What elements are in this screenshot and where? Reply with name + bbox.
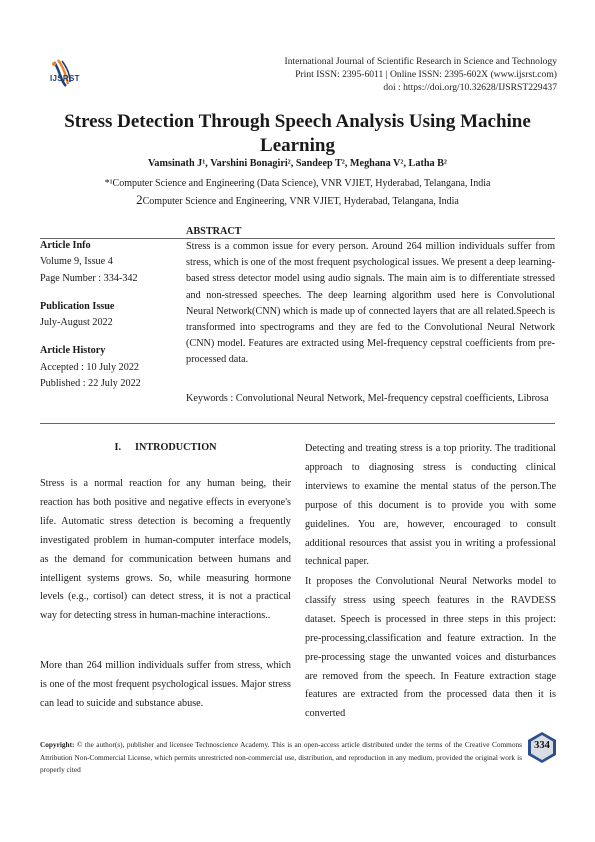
section-title: INTRODUCTION: [135, 442, 217, 453]
affiliation-2: [40, 193, 555, 208]
keywords: Keywords : Convolutional Neural Network, Mel-frequency cepstral coefficients, Librosa: [186, 393, 549, 404]
publication-issue-heading: Publication Issue: [40, 300, 115, 312]
article-info: [40, 224, 180, 392]
intro-paragraph-2: More than 264 million individuals suffer from stress, which is one of the most frequent psychological issues. Major stress can lead to suicide and substance abuse.: [40, 660, 291, 709]
journal-header: [237, 56, 557, 94]
published-date: Published : 22 July 2022: [40, 378, 141, 390]
affiliation-2-text: Computer Science and Engineering, VNR VJIET, Hyderabad, Telangana, India: [142, 196, 459, 207]
section-number: I.: [114, 442, 121, 453]
copyright-footer: [40, 739, 522, 777]
publication-issue: July-August 2022: [40, 317, 113, 329]
divider: [40, 423, 555, 424]
paper-authors: Vamsinath J¹, Varshini Bonagiri², Sandeep T², Meghana V², Latha B²: [148, 158, 447, 169]
journal-issn: Print ISSN: 2395-6011 | Online ISSN: 2395-602X (www.ijsrst.com): [295, 68, 557, 80]
page-number: 334: [534, 740, 550, 751]
article-volume: Volume 9, Issue 4: [40, 256, 113, 268]
intro-paragraph-3: Detecting and treating stress is a top priority. The traditional approach to diagnosing stress is conducting clinical interviews to examine the mental status of the person.The purpose of this document is to provide you with some guidelines. You are, however, encouraged to consult additional resources that assist you in writing a professional technical paper.: [305, 443, 556, 568]
section-heading-introduction: [40, 440, 291, 456]
accepted-date: Accepted : 10 July 2022: [40, 361, 140, 373]
abstract-text: Stress is a common issue for every person. Around 264 million individuals suffer from stress, which is one of the most frequent psychological issues. We present a deep learning-based stress detector model using audio signals. The main aim is to differentiate stressed and non-stressed speeches. The deep learning algorithm used here is Convolutional Neural Network(CNN) which is made up of connected layers that are all related.Speech is transformed into spectrograms and they are fed to the Convolutional Neural Network (CNN) model. Features are extracted using Mel-frequency cepstral coefficients from pre-processed data.: [186, 241, 555, 366]
article-page-number: Page Number : 334-342: [40, 272, 138, 284]
article-history-heading: Article History: [40, 345, 106, 357]
copyright-text: © the author(s), publisher and licensee Technoscience Academy. This is an open-access article distributed under the terms of the Creative Commons Attribution Non-Commercial License, which permits unrestricted non-commercial use, distribution, and reproduction in any medium, provided the original work is properly cited: [40, 740, 522, 774]
affiliation-2-mark: 2: [136, 192, 143, 207]
abstract-heading: ABSTRACT: [186, 226, 242, 237]
affiliation-1: *¹Computer Science and Engineering (Data Science), VNR VJIET, Hyderabad, Telangana, India: [104, 178, 491, 189]
journal-logo-text: IJSRST: [50, 74, 80, 83]
journal-name: International Journal of Scientific Research in Science and Technology: [284, 56, 557, 67]
intro-paragraph-4: It proposes the Convolutional Neural Networks model to classify stress using speech features in the RAVDESS dataset. Speech is processed in three steps in this project: pre-processing,classification and feature extraction. In the pre-processing stage the unwanted voices and disturbances are removed from the speech. In Feature extraction stage features are extracted from the processed data then it is converted: [305, 576, 556, 720]
intro-paragraph-1: Stress is a normal reaction for any human being, their reaction has both positive and negative effects in everyone's life. Automatic stress detection is becoming a frequently investigated problem in human-computer interface models, as the demand for communication between humans and intelligent systems grows. So, while measuring hormone levels (e.g., cortisol) can detect stress, it is not a practical way for detecting stress in human-machine interactions..: [40, 478, 291, 622]
copyright-label: Copyright:: [40, 740, 75, 749]
article-info-heading: Article Info: [40, 240, 91, 251]
journal-doi: doi : https://doi.org/10.32628/IJSRST229437: [383, 81, 557, 93]
paper-title: Stress Detection Through Speech Analysis Using Machine Learning: [64, 111, 531, 156]
